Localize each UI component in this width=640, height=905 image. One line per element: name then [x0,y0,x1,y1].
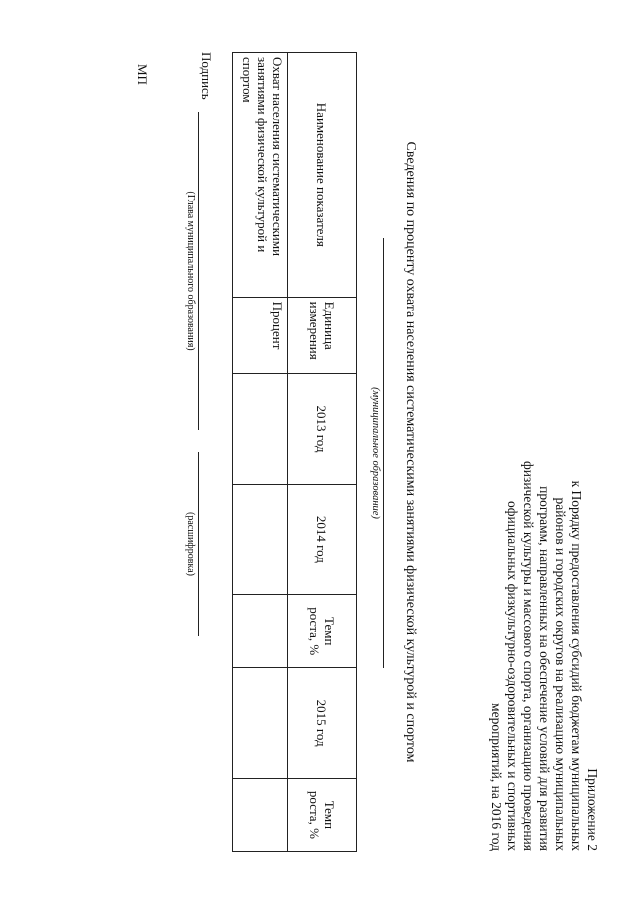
signature-decoding-caption: (расшифровка) [185,512,196,576]
cell-growth-rate-2015 [233,778,288,851]
signature-head-caption: (Глава муниципального образования) [185,191,196,351]
municipality-caption: (муниципальное образование) [370,387,381,519]
municipality-blank-line [383,238,384,668]
signature-decoding-line [198,452,199,636]
appendix-line: Приложение 2 [585,768,600,851]
header-growth-rate-2014: Темп роста, % [288,595,357,668]
cell-2014 [233,484,288,594]
cell-unit: Процент [233,297,288,374]
cell-indicator-name: Охват населения систематическими занятиями физической культурой и спортом [233,53,288,298]
header-2013: 2013 год [288,374,357,484]
appendix-line: официальных физкультурно-оздоровительных и спортивных [505,501,520,851]
header-unit: Единица измерения [288,297,357,374]
table-row [233,53,288,852]
indicator-table [232,52,357,852]
cell-growth-rate-2014 [233,595,288,668]
appendix-line: мероприятий, на 2016 год [489,703,504,851]
signature-head-line [198,112,199,430]
appendix-line: районов и городских округов на реализацию муниципальных [553,497,568,851]
appendix-header [488,391,600,851]
header-2014: 2014 год [288,484,357,594]
cell-2015 [233,668,288,778]
cell-2013 [233,374,288,484]
header-2015: 2015 год [288,668,357,778]
appendix-line: программ, направленных на обеспечение условий для развития [537,486,552,851]
appendix-line: физической культуры и массового спорта, организацию проведения [521,461,536,851]
header-indicator-name: Наименование показателя [288,53,357,298]
table-header-row [288,53,357,852]
document-title: Сведения по проценту охвата населения систематическими занятиями физической культурой и спортом [403,141,418,763]
appendix-line: к Порядку предоставления субсидий бюджетам муниципальных [569,480,584,851]
stamp-place: МП [135,64,150,85]
header-growth-rate-2015: Темп роста, % [288,778,357,851]
signature-label: Подпись [199,52,214,100]
